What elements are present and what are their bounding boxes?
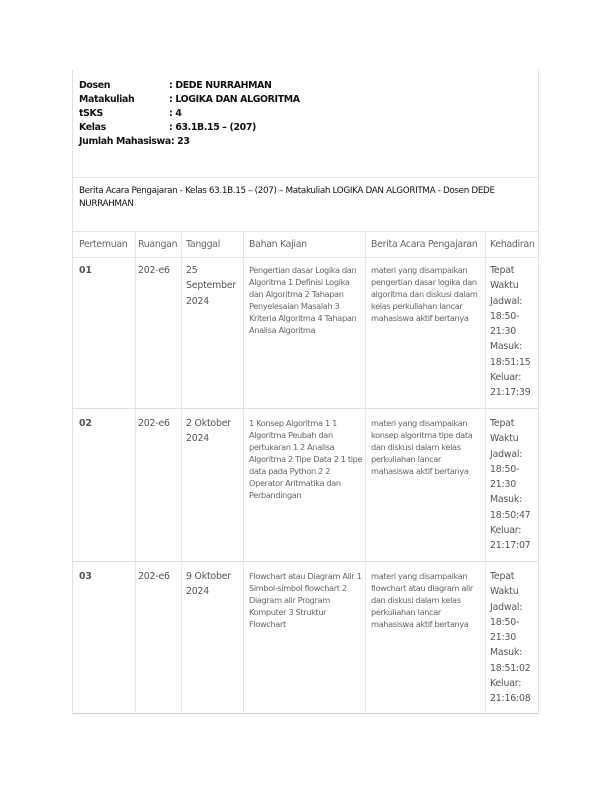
divider <box>73 177 538 178</box>
sks-value: : 4 <box>169 108 182 119</box>
column-divider <box>365 232 366 713</box>
cell-tanggal: 25 September 2024 <box>186 265 237 307</box>
matakuliah-label: Matakuliah <box>79 94 135 105</box>
report-heading: Berita Acara Pengajaran - Kelas 63.1B.15 – (207) – Matakuliah LOGIKA DAN ALGORITMA - Dosen DEDE NURRAHMAN <box>79 186 495 209</box>
cell-pertemuan: 01 <box>79 265 92 276</box>
header-berita-acara: Berita Acara Pengajaran <box>371 239 478 250</box>
cell-ruangan: 202-e6 <box>138 418 170 429</box>
jumlah-label: Jumlah Mahasiswa <box>79 136 171 147</box>
info-row-sks <box>79 107 294 121</box>
jumlah-value: : 23 <box>170 136 190 147</box>
report-sheet <box>72 70 539 714</box>
dosen-label: Dosen <box>79 80 111 91</box>
header-ruangan: Ruangan <box>138 239 178 250</box>
header-pertemuan: Pertemuan <box>79 239 128 250</box>
info-row-dosen <box>79 79 294 93</box>
sks-label: tSKS <box>79 108 103 119</box>
row-divider <box>73 408 538 409</box>
header-bahan-kajian: Bahan Kajian <box>249 239 307 250</box>
cell-bahan-kajian: Flowchart atau Diagram Alir 1 Simbol-simbol flowchart 2 Diagram alir Program Komputer 3 Struktur Flowchart <box>249 571 362 629</box>
cell-tanggal: 9 Oktober 2024 <box>186 571 231 598</box>
cell-pertemuan: 02 <box>79 418 92 429</box>
row-divider <box>73 561 538 562</box>
column-divider <box>135 232 136 713</box>
matakuliah-value: : LOGIKA DAN ALGORITMA <box>169 94 300 105</box>
header-tanggal: Tanggal <box>186 239 221 250</box>
cell-kehadiran: Tepat Waktu Jadwal: 18:50-21:30 Masuk: 18:50:47 Keluar: 21:17:07 <box>490 418 531 552</box>
cell-berita-acara: materi yang disampaikan pengertian dasar logika dan algoritma dan diskusi dalam kelas perkuliahan lancar mahasiswa aktif bertanya <box>371 265 478 323</box>
header-kehadiran: Kehadiran <box>490 239 535 250</box>
dosen-value: : DEDE NURRAHMAN <box>169 80 272 91</box>
cell-ruangan: 202-e6 <box>138 265 170 276</box>
cell-bahan-kajian: Pengertian dasar Logika dan Algoritma 1 Definisi Logika dan Algoritma 2 Tahapan Penyelesaian Masalah 3 Kriteria Algoritma 4 Tahapan Analisa Algoritma <box>249 265 357 335</box>
info-row-jumlah <box>79 135 294 149</box>
cell-berita-acara: materi yang disampaikan flowchart atau diagram alir dan diskusi dalam kelas perkuliahan lancar mahasiswa aktif bertanya <box>371 571 473 629</box>
cell-kehadiran: Tepat Waktu Jadwal: 18:50-21:30 Masuk: 18:51:02 Keluar: 21:16:08 <box>490 571 531 705</box>
info-row-kelas <box>79 121 294 135</box>
kelas-value: : 63.1B.15 – (207) <box>169 122 256 133</box>
cell-tanggal: 2 Oktober 2024 <box>186 418 231 445</box>
column-divider <box>243 232 244 713</box>
cell-bahan-kajian: 1 Konsep Algoritma 1 1 Algoritma Peubah dan pertukaran 1 2 Analisa Algoritma 2 Tipe Data 2 1 tipe data pada Python 2 2 Operator Aritmatika dan Perbandingan <box>249 418 363 500</box>
column-divider <box>485 232 486 713</box>
cell-kehadiran: Tepat Waktu Jadwal: 18:50-21:30 Masuk: 18:51:15 Keluar: 21:17:39 <box>490 265 531 399</box>
cell-pertemuan: 03 <box>79 571 92 582</box>
course-info <box>79 79 300 149</box>
column-divider <box>181 232 182 713</box>
cell-ruangan: 202-e6 <box>138 571 170 582</box>
kelas-label: Kelas <box>79 122 106 133</box>
info-row-matakuliah <box>79 93 300 107</box>
cell-berita-acara: materi yang disampaikan konsep algoritma tipe data dan diskusi dalam kelas perkuliahan lancar mahasiswa aktif bertanya <box>371 418 473 476</box>
